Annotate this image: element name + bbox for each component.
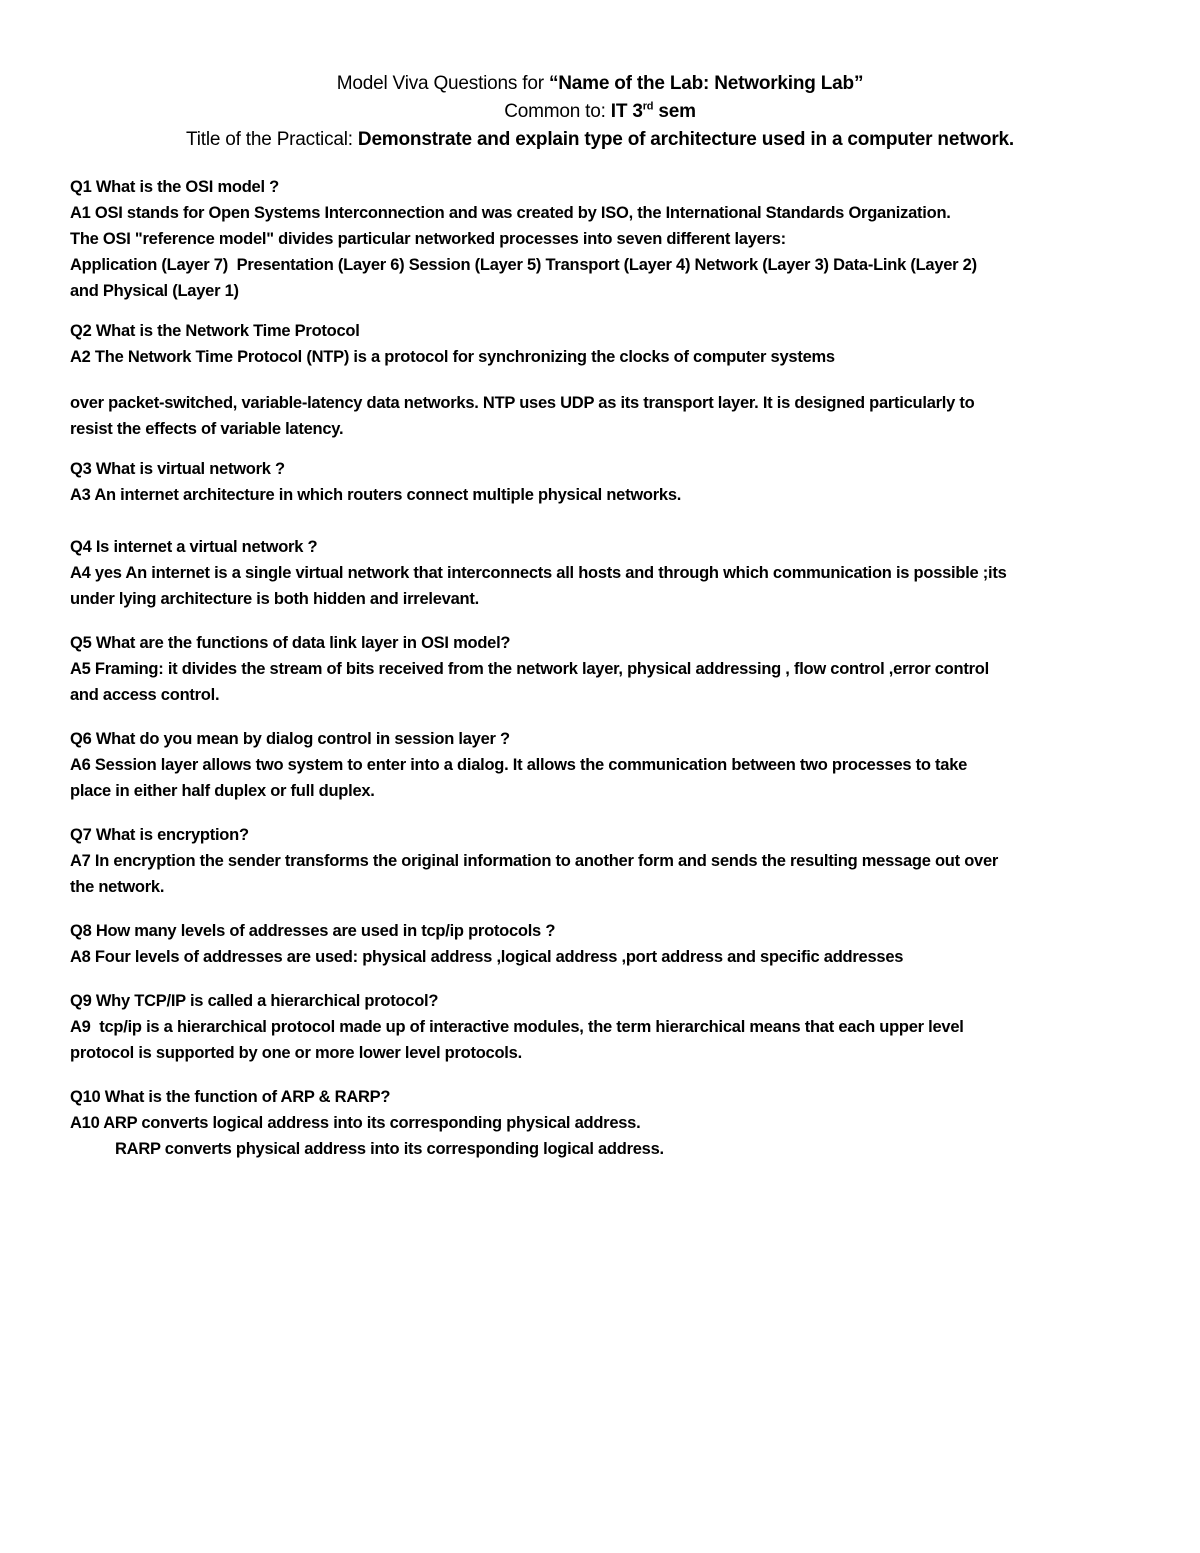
question-10: Q10 What is the function of ARP & RARP?: [70, 1088, 391, 1106]
qa-item-8: [70, 918, 1130, 970]
answer-6-line-2: place in either half duplex or full duplex.: [70, 782, 375, 800]
answer-5-line-2: and access control.: [70, 686, 220, 704]
answer-7-line-2: the network.: [70, 878, 165, 896]
answer-10-line-2: RARP converts physical address into its corresponding logical address.: [115, 1140, 664, 1158]
question-9: Q9 Why TCP/IP is called a hierarchical protocol?: [70, 992, 439, 1010]
answer-8: A8 Four levels of addresses are used: physical address ,logical address ,port address and specific addresses: [70, 948, 904, 966]
qa-item-5: [70, 630, 1130, 708]
question-1: Q1 What is the OSI model ?: [70, 178, 279, 196]
paragraph-gap: [70, 370, 1130, 390]
qa-item-3: [70, 456, 1130, 508]
answer-5-line-1: A5 Framing: it divides the stream of bits received from the network layer, physical addressing , flow control ,error control: [70, 660, 989, 678]
qa-item-6: [70, 726, 1130, 804]
qa-item-1: [70, 174, 1130, 304]
common-to-line: [70, 98, 1130, 126]
question-8: Q8 How many levels of addresses are used in tcp/ip protocols ?: [70, 922, 556, 940]
section-gap: [70, 522, 1130, 534]
question-6: Q6 What do you mean by dialog control in session layer ?: [70, 730, 510, 748]
question-2: Q2 What is the Network Time Protocol: [70, 322, 360, 340]
answer-9-line-1: A9 tcp/ip is a hierarchical protocol made up of interactive modules, the term hierarchical means that each upper level: [70, 1018, 964, 1036]
answer-1-line-4: and Physical (Layer 1): [70, 282, 239, 300]
answer-2-line-2: over packet-switched, variable-latency data networks. NTP uses UDP as its transport layer. It is designed particularly to: [70, 394, 975, 412]
question-5: Q5 What are the functions of data link layer in OSI model?: [70, 634, 511, 652]
practical-name: Demonstrate and explain type of architecture used in a computer network.: [357, 129, 1014, 150]
answer-1-line-2: The OSI "reference model" divides particular networked processes into seven different layers:: [70, 230, 786, 248]
qa-item-7: [70, 822, 1130, 900]
practical-title: [70, 126, 1130, 154]
answer-2-line-3: resist the effects of variable latency.: [70, 420, 344, 438]
qa-item-2: [70, 318, 1130, 442]
common-sem: sem: [653, 101, 696, 122]
answer-4-line-2: under lying architecture is both hidden and irrelevant.: [70, 590, 479, 608]
answer-9-line-2: protocol is supported by one or more lower level protocols.: [70, 1044, 522, 1062]
title-prefix: Model Viva Questions for: [336, 73, 549, 94]
answer-2-line-1: A2 The Network Time Protocol (NTP) is a protocol for synchronizing the clocks of computer systems: [70, 348, 835, 366]
question-4: Q4 Is internet a virtual network ?: [70, 538, 318, 556]
lab-name: “Name of the Lab: Networking Lab”: [548, 73, 864, 94]
qa-item-9: [70, 988, 1130, 1066]
practical-prefix: Title of the Practical:: [186, 129, 358, 150]
answer-3: A3 An internet architecture in which routers connect multiple physical networks.: [70, 486, 682, 504]
common-it: IT 3: [610, 101, 643, 122]
question-7: Q7 What is encryption?: [70, 826, 249, 844]
answer-10-line-1: A10 ARP converts logical address into its corresponding physical address.: [70, 1114, 641, 1132]
answer-1-line-1: A1 OSI stands for Open Systems Interconnection and was created by ISO, the International Standards Organization.: [70, 204, 951, 222]
qa-item-4: [70, 534, 1130, 612]
answer-1-line-3: Application (Layer 7) Presentation (Layer 6) Session (Layer 5) Transport (Layer 4) Network (Layer 3) Data-Link (Layer 2): [70, 256, 977, 274]
common-sup: rd: [642, 100, 654, 113]
answer-4-line-1: A4 yes An internet is a single virtual network that interconnects all hosts and through which communication is possible ;its: [70, 564, 1007, 582]
document-title: [70, 70, 1130, 98]
answer-7-line-1: A7 In encryption the sender transforms the original information to another form and sends the resulting message out over: [70, 852, 999, 870]
answer-6-line-1: A6 Session layer allows two system to enter into a dialog. It allows the communication between two processes to take: [70, 756, 968, 774]
common-prefix: Common to:: [504, 101, 611, 122]
qa-item-10: [70, 1084, 1130, 1162]
document-header: [70, 70, 1130, 154]
question-3: Q3 What is virtual network ?: [70, 460, 285, 478]
